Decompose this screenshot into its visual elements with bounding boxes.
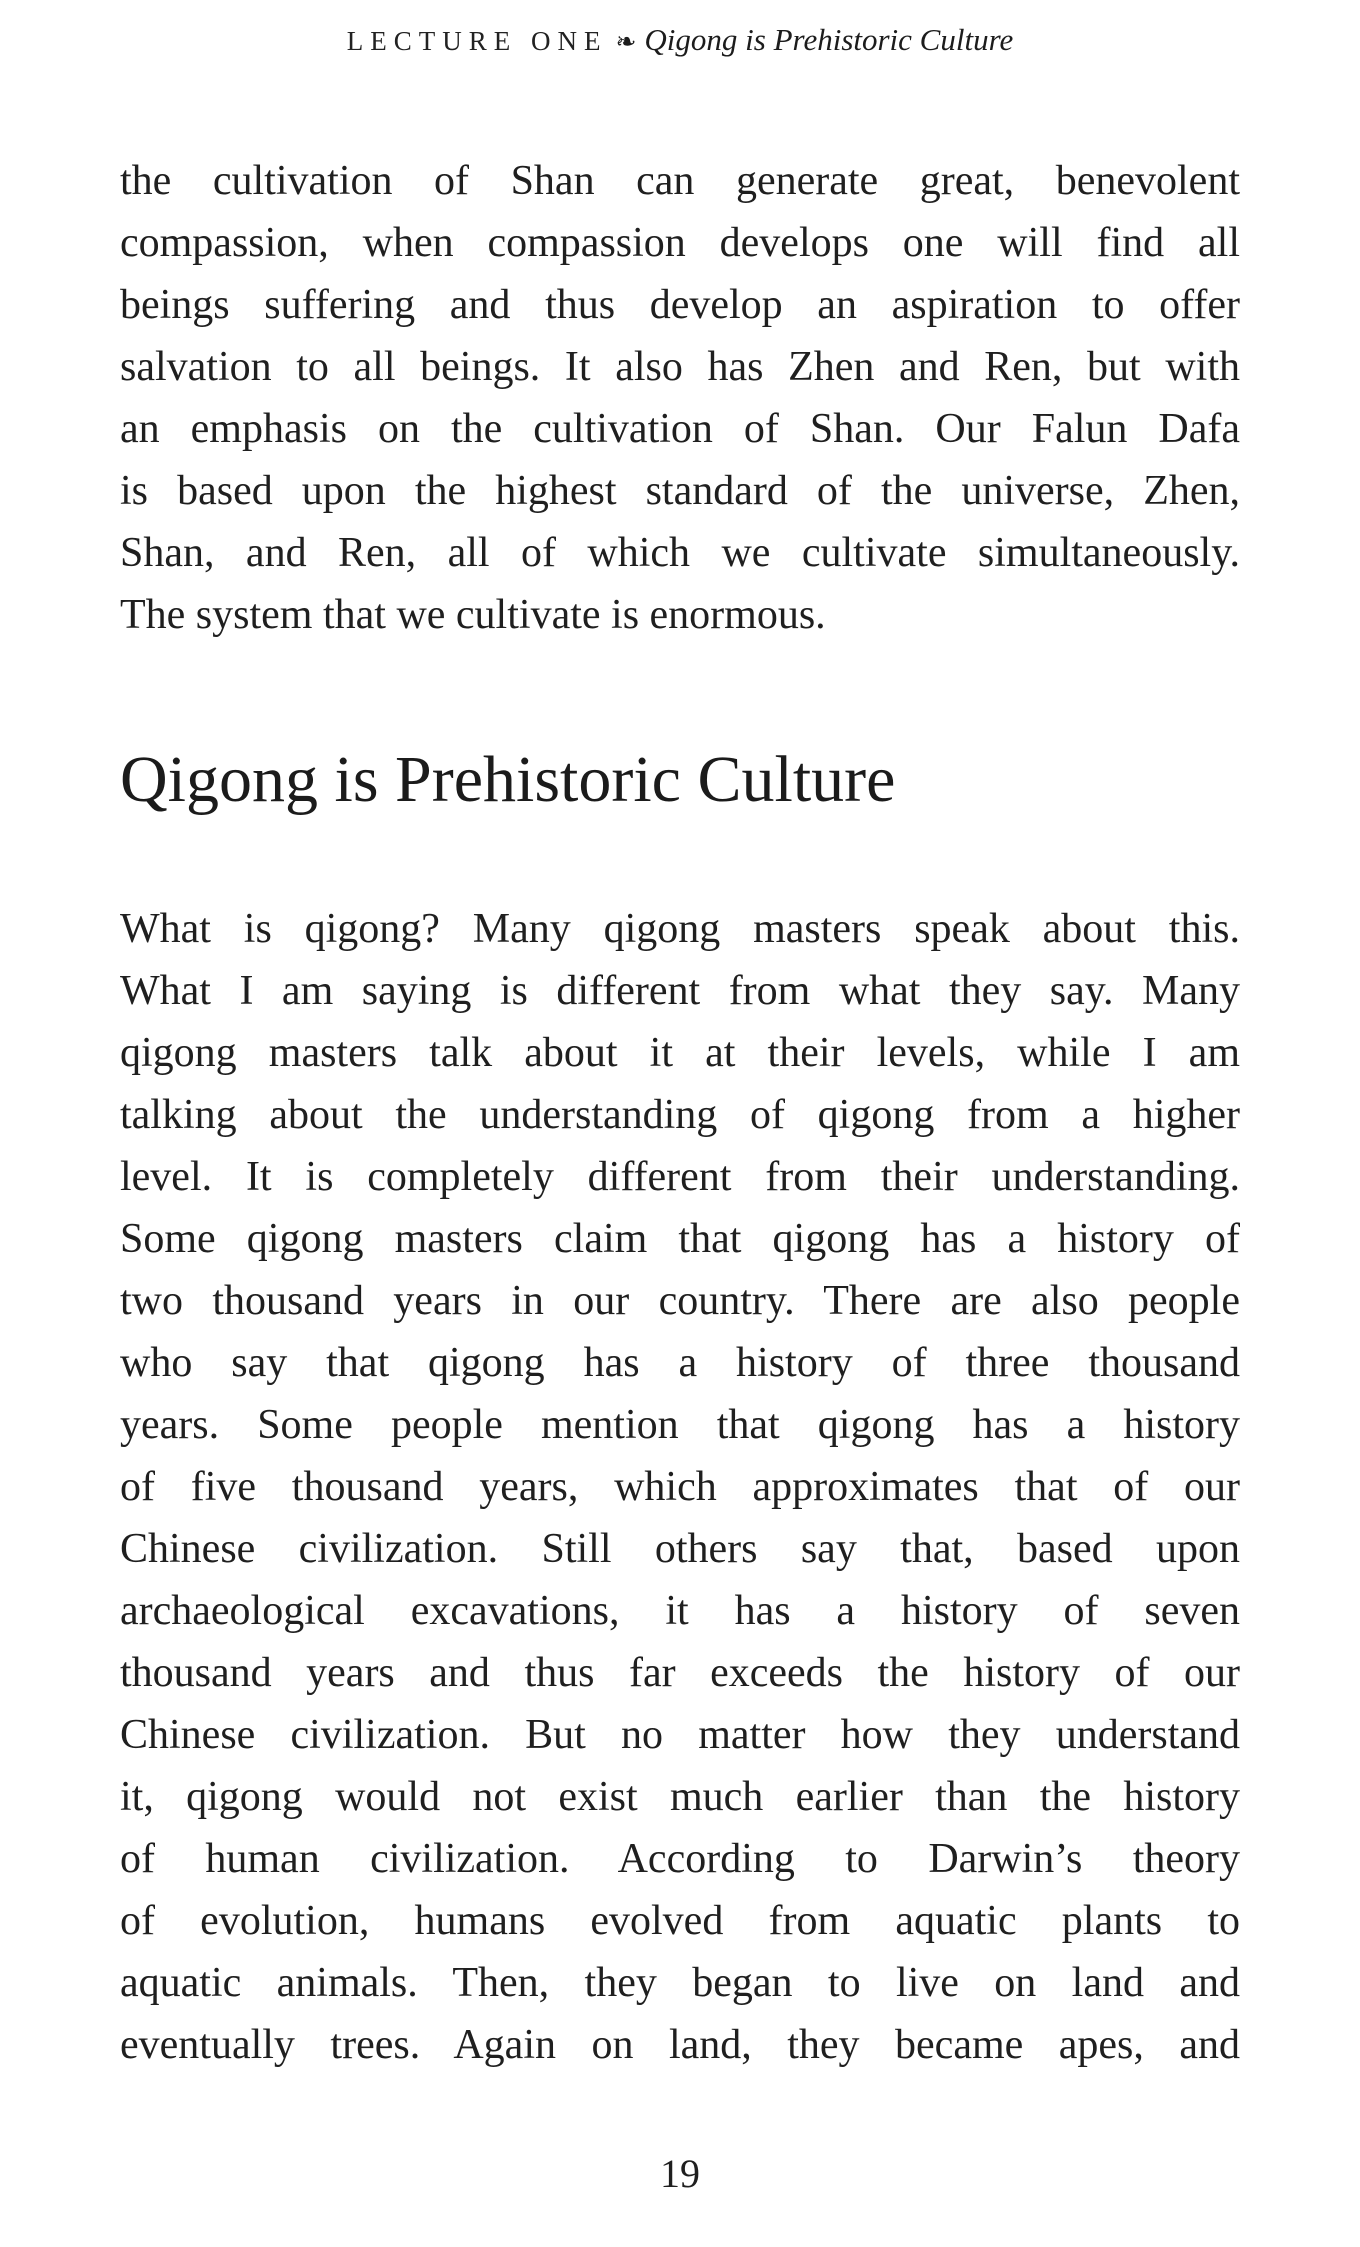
text-line: qigong masters talk about it at their levels, while I am [120, 1030, 1240, 1076]
text-line: Some qigong masters claim that qigong has a history of [120, 1216, 1240, 1262]
running-header [0, 22, 1360, 58]
text-line: salvation to all beings. It also has Zhen and Ren, but with [120, 344, 1240, 390]
text-line: the cultivation of Shan can generate great, benevolent [120, 158, 1240, 204]
text-line: What I am saying is different from what they say. Many [120, 968, 1240, 1014]
text-line: Chinese civilization. Still others say that, based upon [120, 1526, 1240, 1572]
text-line: archaeological excavations, it has a history of seven [120, 1588, 1240, 1634]
text-line: it, qigong would not exist much earlier than the history [120, 1774, 1240, 1820]
section-heading: Qigong is Prehistoric Culture [120, 743, 896, 816]
running-header-section-label: LECTURE ONE [346, 26, 608, 56]
text-line: thousand years and thus far exceeds the history of our [120, 1650, 1240, 1696]
text-line: talking about the understanding of qigong from a higher [120, 1092, 1240, 1138]
text-line: of evolution, humans evolved from aquatic plants to [120, 1898, 1240, 1944]
text-line: The system that we cultivate is enormous. [120, 592, 826, 638]
text-line: beings suffering and thus develop an aspiration to offer [120, 282, 1240, 328]
page-number: 19 [660, 2151, 700, 2196]
running-header-chapter-title: Qigong is Prehistoric Culture [644, 22, 1014, 57]
text-line: Shan, and Ren, all of which we cultivate simultaneously. [120, 530, 1240, 576]
paragraph-continuation [120, 150, 1240, 646]
text-line: of five thousand years, which approximates that of our [120, 1464, 1240, 1510]
text-line: years. Some people mention that qigong has a history [120, 1402, 1240, 1448]
text-line: compassion, when compassion develops one will find all [120, 220, 1240, 266]
text-line: level. It is completely different from their understanding. [120, 1154, 1240, 1200]
text-line: is based upon the highest standard of the universe, Zhen, [120, 468, 1240, 514]
text-line: What is qigong? Many qigong masters speak about this. [120, 906, 1240, 952]
text-line: who say that qigong has a history of three thousand [120, 1340, 1240, 1386]
text-line: aquatic animals. Then, they began to live on land and [120, 1960, 1240, 2006]
text-line: of human civilization. According to Darwin’s theory [120, 1836, 1240, 1882]
fleuron-icon: ❧ [615, 29, 637, 56]
paragraph-body [120, 898, 1240, 2076]
text-line: an emphasis on the cultivation of Shan. Our Falun Dafa [120, 406, 1240, 452]
text-line: Chinese civilization. But no matter how they understand [120, 1712, 1240, 1758]
text-line: two thousand years in our country. There are also people [120, 1278, 1240, 1324]
text-line: eventually trees. Again on land, they became apes, and [120, 2022, 1240, 2068]
